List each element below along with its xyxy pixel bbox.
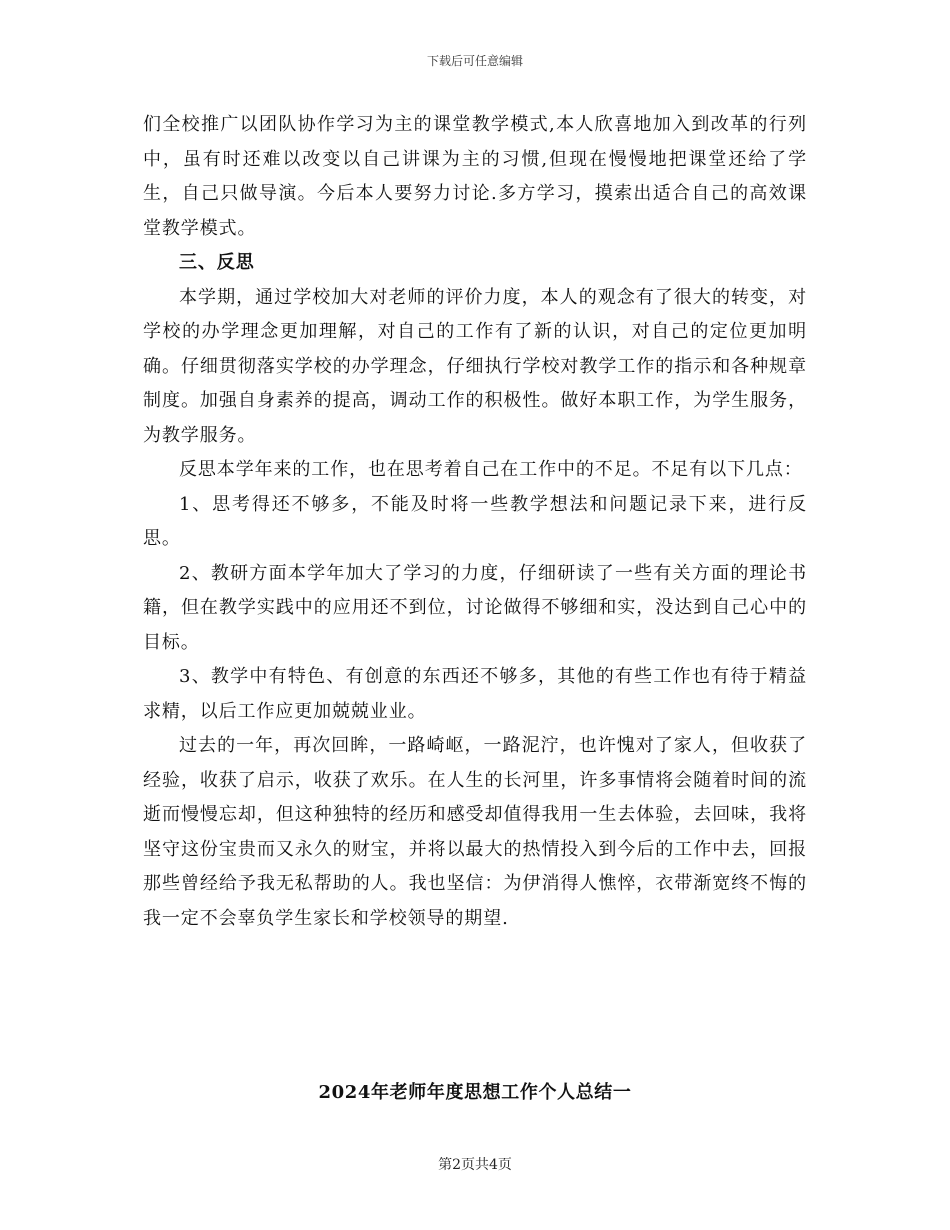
document-body — [143, 108, 807, 936]
next-document-title: 2024年老师年度思想工作个人总结一 — [318, 1082, 632, 1103]
page-number: 第2页共4页 — [438, 1157, 512, 1173]
list-item-2: 2、教研方面本学年加大了学习的力度，仔细研读了一些有关方面的理论书籍，但在教学实践中的应用还不到位，讨论做得不够细和实，没达到自己心中的目标。 — [143, 562, 807, 653]
body-paragraph-closing: 过去的一年，再次回眸，一路崎岖，一路泥泞，也许愧对了家人，但收获了经验，收获了启示，收获了欢乐。在人生的长河里，许多事情将会随着时间的流逝而慢慢忘却，但这种独特的经历和感受却值得我用一生去体验，去回味，我将坚守这份宝贵而又永久的财宝，并将以最大的热情投入到今后的工作中去，回报那些曾经给予我无私帮助的人。我也坚信：为伊消得人憔悴，衣带渐宽终不悔的我一定不会辜负学生家长和学校领导的期望. — [143, 735, 807, 929]
list-item-1: 1、思考得还不够多，不能及时将一些教学想法和问题记录下来，进行反思。 — [143, 493, 807, 549]
header-note: 下载后可任意编辑 — [426, 54, 523, 68]
section-heading-reflection: 三、反思 — [179, 252, 255, 273]
list-item-3: 3、教学中有特色、有创意的东西还不够多，其他的有些工作也有待于精益求精，以后工作应更加兢兢业业。 — [143, 666, 807, 722]
body-paragraph-continued: 们全校推广以团队协作学习为主的课堂教学模式,本人欣喜地加入到改革的行列中，虽有时还难以改变以自己讲课为主的习惯,但现在慢慢地把课堂还给了学生，自己只做导演。今后本人要努力讨论.多方学习，摸索出适合自己的高效课堂教学模式。 — [143, 114, 807, 239]
body-paragraph: 反思本学年来的工作，也在思考着自己在工作中的不足。不足有以下几点： — [179, 459, 803, 480]
body-paragraph: 本学期，通过学校加大对老师的评价力度，本人的观念有了很大的转变，对学校的办学理念更加理解，对自己的工作有了新的认识，对自己的定位更加明确。仔细贯彻落实学校的办学理念，仔细执行学校对教学工作的指示和各种规章制度。加强自身素养的提高，调动工作的积极性。做好本职工作，为学生服务，为教学服务。 — [143, 286, 807, 446]
